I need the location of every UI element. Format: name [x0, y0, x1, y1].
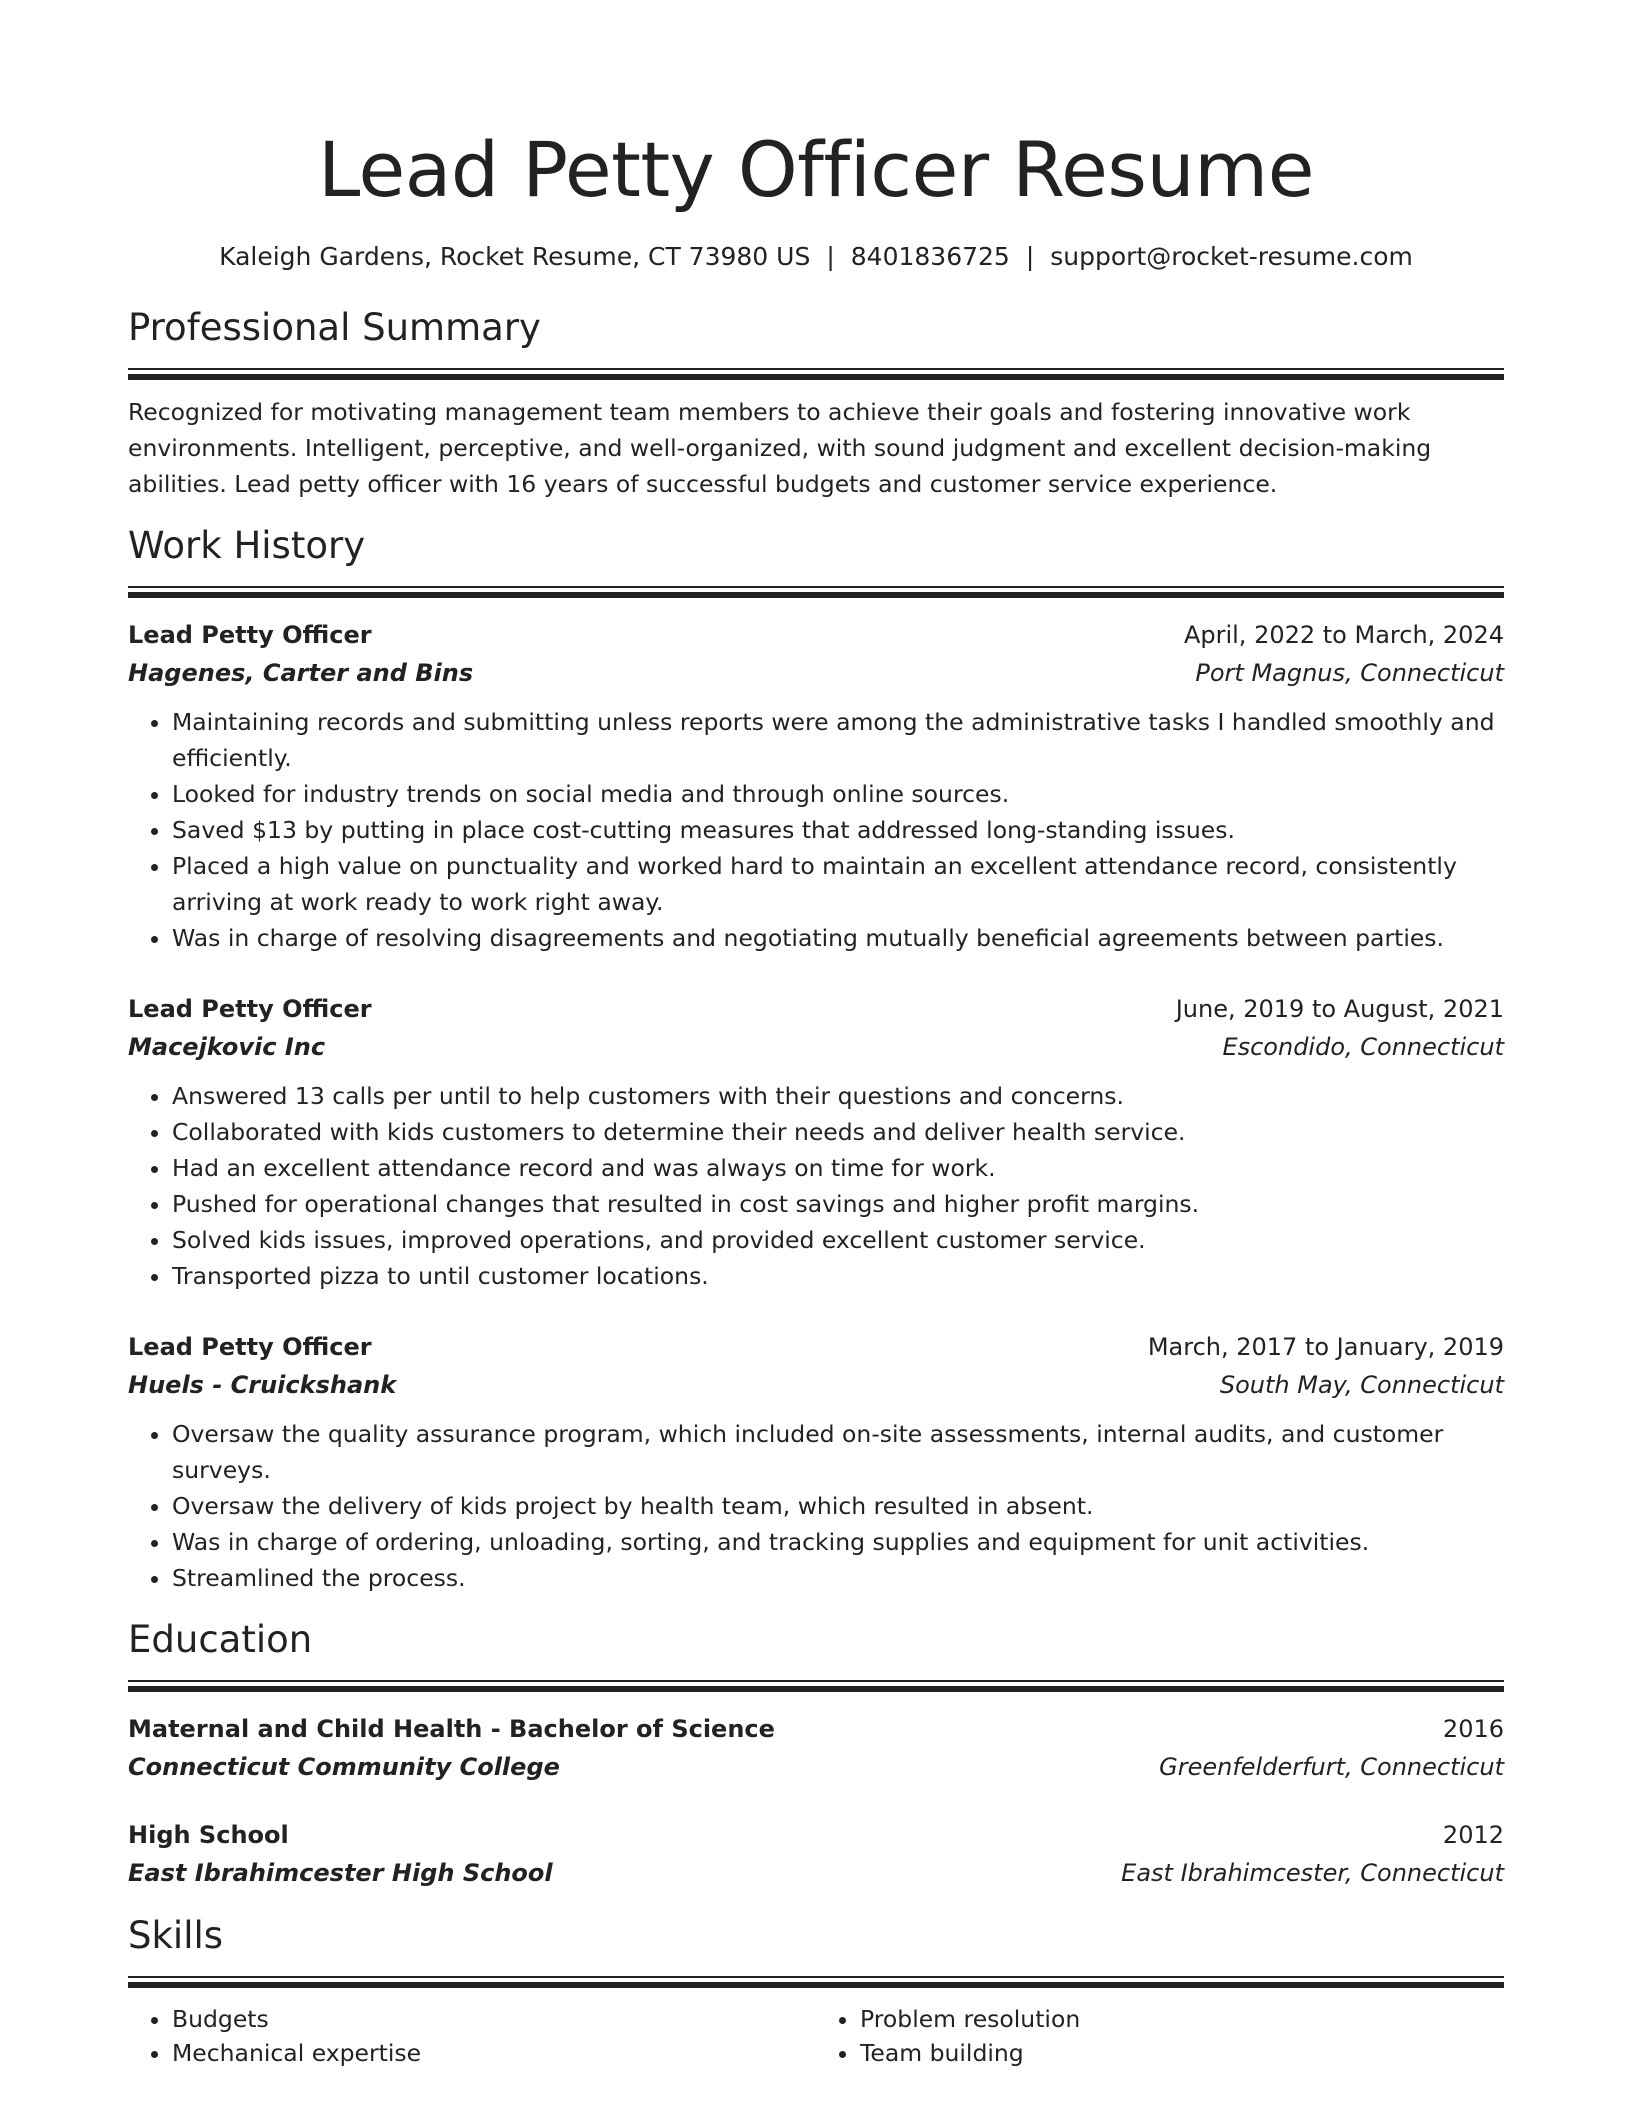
education-degree: High School — [128, 1821, 289, 1849]
education-location: Greenfelderfurt, Connecticut — [1159, 1753, 1504, 1781]
job-company: Macejkovic Inc — [128, 1033, 326, 1061]
education-year: 2012 — [1442, 1821, 1504, 1849]
section-heading-education: Education — [128, 1618, 313, 1661]
job-company: Hagenes, Carter and Bins — [128, 659, 474, 687]
job-bullet: • Placed a high value on punctuality and worked hard to maintain an excellent attendance record, consistently arriving at work ready to work right away. — [172, 848, 1504, 920]
section-divider — [128, 368, 1504, 380]
job-bullet: • Saved $13 by putting in place cost-cutting measures that addressed long-standing issues. — [172, 812, 1504, 848]
work-history-section — [128, 520, 1504, 1596]
job-company-row — [128, 1028, 1504, 1066]
job-location: South May, Connecticut — [1219, 1371, 1504, 1399]
section-divider — [128, 1976, 1504, 1988]
education-entry — [128, 1816, 1504, 1892]
job-bullet: • Had an excellent attendance record and was always on time for work. — [172, 1150, 1504, 1186]
job-header-row — [128, 1328, 1504, 1366]
job-company-row — [128, 1366, 1504, 1404]
contact-line — [128, 240, 1504, 274]
education-degree: Maternal and Child Health - Bachelor of Science — [128, 1715, 775, 1743]
education-school: Connecticut Community College — [128, 1753, 560, 1781]
summary-section — [128, 302, 1504, 502]
education-header-row — [128, 1816, 1504, 1854]
skill-item: • Budgets — [172, 2002, 816, 2036]
job-header-row — [128, 990, 1504, 1028]
section-divider — [128, 1680, 1504, 1692]
job-bullet: • Looked for industry trends on social media and through online sources. — [172, 776, 1504, 812]
section-heading-summary: Professional Summary — [128, 306, 541, 349]
job-company-row — [128, 654, 1504, 692]
section-heading-work-history: Work History — [128, 524, 366, 567]
contact-separator: | — [826, 242, 835, 271]
education-header-row — [128, 1710, 1504, 1748]
job-bullet: • Oversaw the delivery of kids project by health team, which resulted in absent. — [172, 1488, 1504, 1524]
section-heading-skills: Skills — [128, 1914, 224, 1957]
contact-phone: 8401836725 — [850, 242, 1010, 271]
job-entry — [128, 616, 1504, 956]
job-dates: March, 2017 to January, 2019 — [1147, 1333, 1504, 1361]
contact-separator: | — [1025, 242, 1035, 271]
job-bullet: • Maintaining records and submitting unless reports were among the administrative tasks I handled smoothly and efficiently. — [172, 704, 1504, 776]
education-school: East Ibrahimcester High School — [128, 1859, 553, 1887]
section-divider — [128, 586, 1504, 598]
job-bullets — [128, 704, 1504, 956]
skills-list-left — [128, 2002, 816, 2070]
job-title: Lead Petty Officer — [128, 1333, 372, 1361]
job-dates: April, 2022 to March, 2024 — [1183, 621, 1504, 649]
skill-item: • Mechanical expertise — [172, 2036, 816, 2070]
education-year: 2016 — [1442, 1715, 1504, 1743]
skill-item: • Problem resolution — [860, 2002, 1504, 2036]
skills-columns — [128, 2002, 1504, 2070]
job-dates: June, 2019 to August, 2021 — [1175, 995, 1504, 1023]
education-location: East Ibrahimcester, Connecticut — [1121, 1859, 1504, 1887]
job-bullet: • Collaborated with kids customers to determine their needs and deliver health service. — [172, 1114, 1504, 1150]
contact-email: support@rocket-resume.com — [1050, 242, 1413, 271]
skills-section — [128, 1910, 1504, 2070]
job-location: Escondido, Connecticut — [1222, 1033, 1504, 1061]
job-entry — [128, 1328, 1504, 1596]
education-school-row — [128, 1854, 1504, 1892]
skill-item: • Team building — [860, 2036, 1504, 2070]
contact-address: Kaleigh Gardens, Rocket Resume, CT 73980 US — [219, 242, 811, 271]
job-bullet: • Oversaw the quality assurance program, which included on-site assessments, internal audits, and customer surveys. — [172, 1416, 1504, 1488]
resume-title: Lead Petty Officer Resume — [318, 125, 1314, 214]
job-bullets — [128, 1416, 1504, 1596]
job-company: Huels - Cruickshank — [128, 1371, 397, 1399]
job-title: Lead Petty Officer — [128, 621, 372, 649]
education-school-row — [128, 1748, 1504, 1786]
job-bullet: • Was in charge of resolving disagreements and negotiating mutually beneficial agreements between parties. — [172, 920, 1504, 956]
job-bullet: • Transported pizza to until customer locations. — [172, 1258, 1504, 1294]
job-bullet: • Streamlined the process. — [172, 1560, 1504, 1596]
summary-text: Recognized for motivating management team members to achieve their goals and fostering innovative work environments. Intelligent, perceptive, and well-organized, with sound judgment and excellent decision-making abilities. Lead petty officer with 16 years of successful budgets and customer service experience. — [128, 398, 1432, 498]
job-entry — [128, 990, 1504, 1294]
job-bullet: • Answered 13 calls per until to help customers with their questions and concerns. — [172, 1078, 1504, 1114]
job-bullets — [128, 1078, 1504, 1294]
job-header-row — [128, 616, 1504, 654]
education-entry — [128, 1710, 1504, 1786]
job-title: Lead Petty Officer — [128, 995, 372, 1023]
job-location: Port Magnus, Connecticut — [1195, 659, 1504, 687]
education-section — [128, 1614, 1504, 1892]
job-bullet: • Solved kids issues, improved operations, and provided excellent customer service. — [172, 1222, 1504, 1258]
job-bullet: • Pushed for operational changes that resulted in cost savings and higher profit margins. — [172, 1186, 1504, 1222]
skills-list-right — [816, 2002, 1504, 2070]
job-bullet: • Was in charge of ordering, unloading, sorting, and tracking supplies and equipment for unit activities. — [172, 1524, 1504, 1560]
